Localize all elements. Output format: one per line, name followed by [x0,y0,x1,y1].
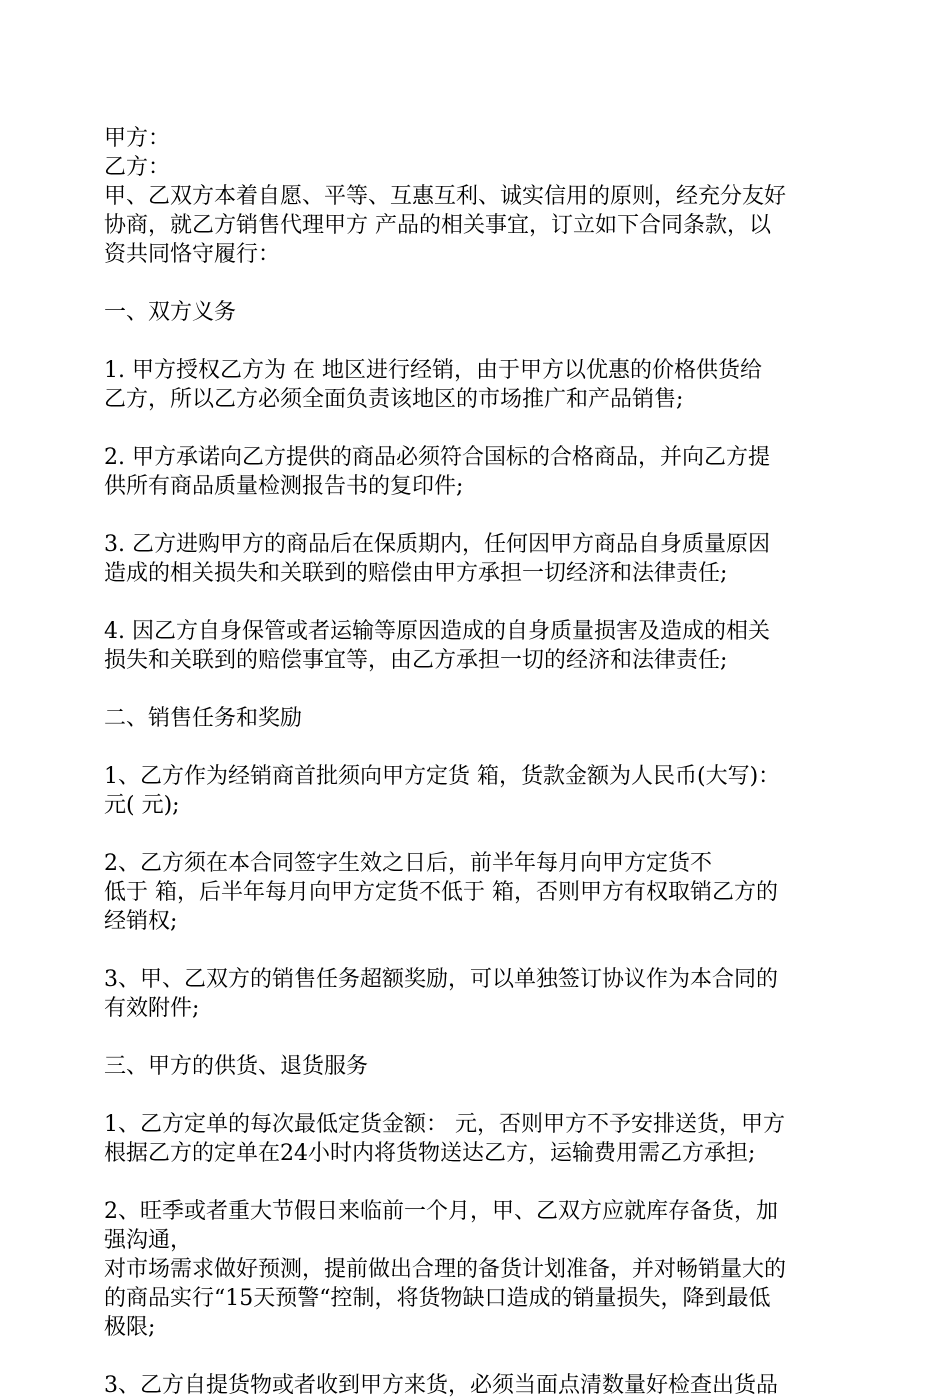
paragraph-gap [104,269,856,298]
clause-line: 4. 因乙方自身保管或者运输等原因造成的自身质量损害及造成的相关 [104,619,770,644]
preamble-line: 甲、乙双方本着自愿、平等、互惠互利、诚实信用的原则，经充分友好 [104,184,787,209]
paragraph-gap [104,820,856,849]
paragraph-gap [104,675,856,704]
clause-line: 低于 箱，后半年每月向甲方定货不低于 箱，否则甲方有权取销乙方的 [104,880,778,905]
clause-line: 的商品实行“15天预警“控制，将货物缺口造成的销量损失，降到最低 [104,1286,771,1311]
clause-line: 损失和关联到的赔偿事宜等，由乙方承担一切的经济和法律责任; [104,648,728,673]
clause-line: 2、乙方须在本合同签字生效之日后，前半年每月向甲方定货不 [104,851,712,876]
clause-line: 根据乙方的定单在24小时内将货物送达乙方，运输费用需乙方承担; [104,1141,756,1166]
clause-line: 对市场需求做好预测，提前做出合理的备货计划准备，并对畅销量大的 [104,1257,787,1282]
paragraph-gap [104,1081,856,1110]
section-heading: 三、甲方的供货、退货服务 [104,1054,369,1079]
clause-line: 有效附件; [104,996,200,1021]
clause-line: 极限; [104,1315,156,1340]
section-heading: 二、销售任务和奖励 [104,706,303,731]
clause-paragraph [104,617,856,675]
clause-line: 1、乙方作为经销商首批须向甲方定货 箱，货款金额为人民币(大写)： [104,764,781,789]
clause-line: 经销权; [104,909,178,934]
paragraph-gap [104,733,856,762]
preamble-paragraph [104,182,856,269]
clause-line: 3. 乙方进购甲方的商品后在保质期内，任何因甲方商品自身质量原因 [104,532,770,557]
clause-paragraph [104,443,856,501]
paragraph-gap [104,588,856,617]
party-b-label: 乙方： [104,155,171,180]
paragraph-gap [104,501,856,530]
paragraph-gap [104,1023,856,1052]
clause-paragraph [104,356,856,414]
clause-line: 供所有商品质量检测报告书的复印件; [104,474,464,499]
clause-line: 元( 元); [104,793,180,818]
paragraph-gap [104,414,856,443]
section-heading: 一、双方义务 [104,300,237,325]
clause-line: 1、乙方定单的每次最低定货金额： 元，否则甲方不予安排送货，甲方 [104,1112,785,1137]
preamble-line: 资共同恪守履行： [104,242,281,267]
party-a-label: 甲方： [104,126,171,151]
clause-paragraph [104,762,856,820]
clause-line: 强沟通， [104,1228,193,1253]
clause-line: 2. 甲方承诺向乙方提供的商品必须符合国标的合格商品，并向乙方提 [104,445,770,470]
clause-line: 1. 甲方授权乙方为 在 地区进行经销，由于甲方以优惠的价格供货给 [104,358,762,383]
clause-paragraph [104,965,856,1023]
clause-paragraph [104,530,856,588]
preamble-line: 协商，就乙方销售代理甲方 产品的相关事宜，订立如下合同条款，以 [104,213,771,238]
clause-line: 3、甲、乙双方的销售任务超额奖励，可以单独签订协议作为本合同的 [104,967,778,992]
clause-paragraph [104,1110,856,1168]
clause-paragraph [104,849,856,936]
clause-paragraph [104,1371,856,1400]
clause-line: 造成的相关损失和关联到的赔偿由甲方承担一切经济和法律责任; [104,561,728,586]
clause-paragraph [104,1197,856,1342]
clause-line: 乙方，所以乙方必须全面负责该地区的市场推广和产品销售; [104,387,684,412]
paragraph-gap [104,1168,856,1197]
paragraph-gap [104,1342,856,1371]
paragraph-gap [104,327,856,356]
clause-line: 2、旺季或者重大节假日来临前一个月，甲、乙双方应就库存备货，加 [104,1199,778,1224]
contract-document [104,124,856,1400]
clause-line: 3、乙方自提货物或者收到甲方来货，必须当面点清数量好检查出货品 [104,1373,778,1398]
paragraph-gap [104,936,856,965]
